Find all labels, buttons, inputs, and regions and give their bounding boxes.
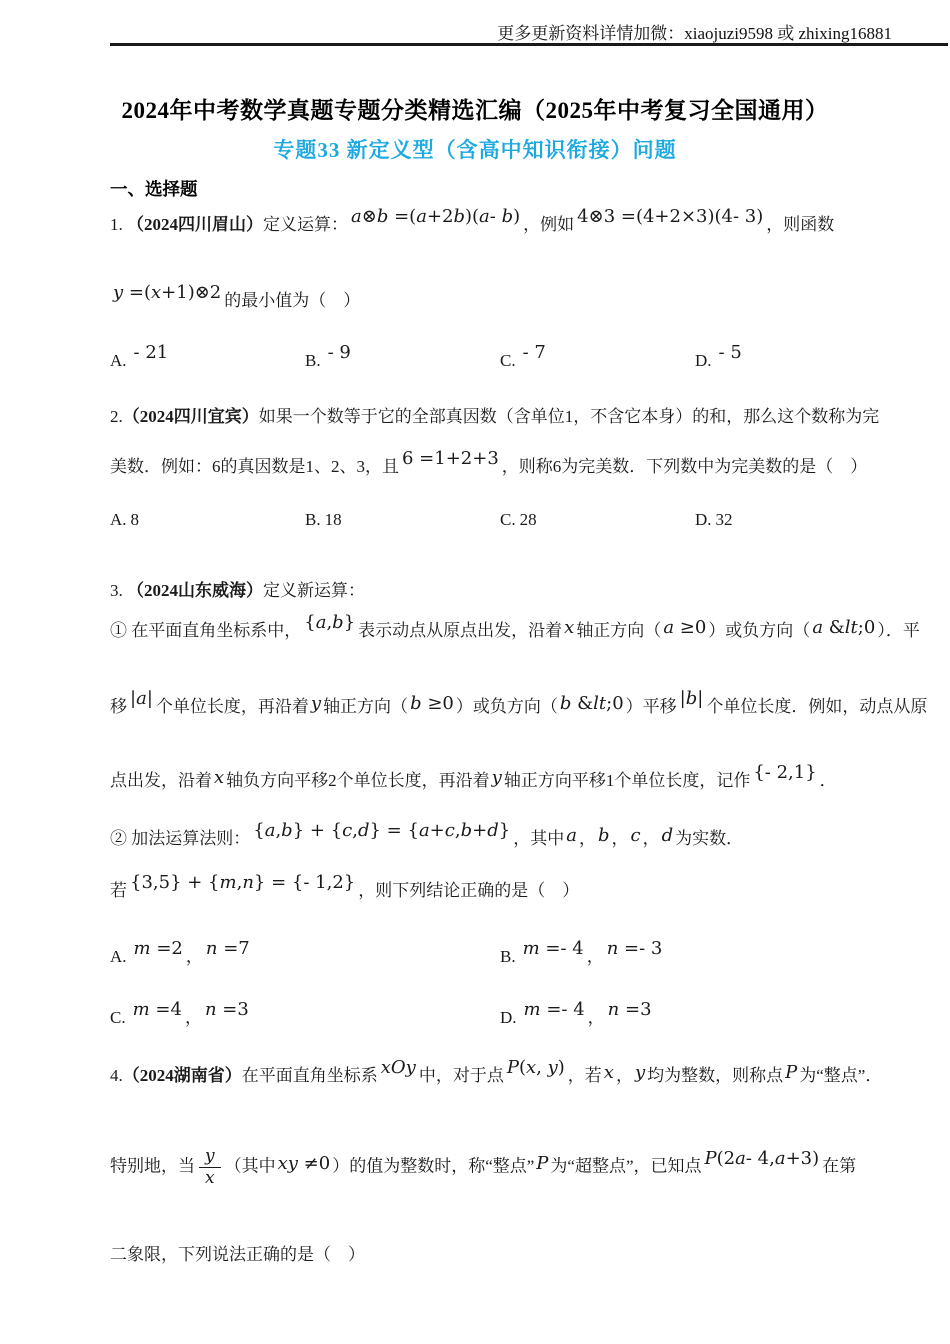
option-label: B. (305, 351, 321, 370)
text-run: 个单位长度，再沿着 (155, 697, 309, 716)
inline-math: y =(x+1)⊗2 (113, 282, 222, 303)
question-3-line (110, 820, 910, 849)
text-run: 二象限，下列说法正确的是（ ） (110, 1245, 365, 1264)
inline-math: y (310, 693, 322, 714)
text-run: ，则称6为完美数．下列数中为完美数的是（ ） (501, 457, 868, 476)
question-2-line (110, 448, 910, 477)
text-run: 18 (324, 510, 342, 529)
source-label: （2024四川宜宾） (122, 407, 259, 426)
question-1-line (110, 206, 910, 235)
inline-math: 4⊗3 =(4+2×3)(4- 3) (577, 206, 764, 227)
text-run: 如果一个数等于它的全部真因数（含单位1，不含它本身）的和，那么这个数称为完 (258, 407, 880, 426)
inline-math: |b| (679, 688, 704, 709)
inline-math: |a| (130, 688, 153, 709)
text-run: ， (184, 1008, 202, 1027)
inline-math: 6 =1+2+3 (402, 448, 499, 469)
text-run: 28 (519, 510, 537, 529)
option (695, 510, 910, 530)
option-label: C. (110, 1008, 126, 1027)
text-run: 定义新运算： (263, 581, 365, 600)
text-run: 为“整点”． (799, 1066, 883, 1085)
source-label: （2024山东威海） (127, 581, 263, 600)
question-2-line (110, 402, 910, 427)
inline-math: n =3 (607, 999, 652, 1020)
text-run: ． (819, 771, 837, 790)
inline-math: y (491, 767, 502, 788)
option-label: C. (500, 351, 516, 370)
text-run: ，则函数 (766, 215, 835, 234)
inline-math: P (536, 1152, 549, 1174)
inline-math: n =7 (205, 938, 250, 959)
inline-math: x (564, 617, 575, 638)
text-run: ）．平 (877, 621, 920, 640)
inline-math: c (630, 825, 641, 846)
inline-math: b (597, 825, 610, 846)
text-run: 为实数． (675, 829, 744, 848)
text-run: ， (587, 1008, 605, 1027)
source-label: （2024湖南省） (122, 1066, 242, 1085)
inline-math: P (785, 1062, 798, 1083)
option-label: D. (695, 351, 712, 370)
question-3-options-row (110, 938, 910, 967)
option-label: D. (500, 1008, 517, 1027)
text-run: ，例如 (523, 215, 575, 234)
option (305, 342, 500, 371)
text-run: 点出发，沿着 (110, 771, 212, 790)
inline-math: {a,b} (304, 612, 356, 633)
inline-math: m =- 4 (523, 999, 585, 1020)
inline-math: a⊗b =(a+2b)(a- b) (351, 206, 521, 227)
text-run: ，若 (567, 1066, 602, 1085)
text-run: 表示动点从原点出发，沿着 (358, 621, 563, 640)
inline-math: xy ≠0 (277, 1152, 331, 1174)
inline-math: xOy (380, 1057, 416, 1078)
text-run: ， (578, 829, 596, 848)
inline-math: b ≥0 (410, 693, 454, 714)
option (110, 510, 305, 530)
question-3-line (110, 576, 910, 601)
question-3-line (110, 688, 928, 717)
inline-math: b &lt;0 (559, 693, 624, 714)
header-contact-note: 更多更新资料详情加微：xiaojuzi9598 或 zhixing16881 (497, 24, 892, 43)
document-title: 2024年中考数学真题专题分类精选汇编（2025年中考复习全国通用） (121, 98, 829, 123)
option-label: C. (500, 510, 516, 529)
text-run: 2. (110, 407, 123, 426)
inline-math: - 21 (133, 342, 169, 363)
inline-math: x (603, 1062, 614, 1083)
inline-math: - 5 (718, 342, 742, 363)
option-label: A. (110, 351, 127, 370)
text-run: 中，对于点 (418, 1066, 504, 1085)
option (695, 342, 910, 371)
option (305, 510, 500, 530)
text-run: ，则下列结论正确的是（ ） (358, 881, 580, 900)
text-run: 轴正方向（ (576, 621, 662, 640)
text-run: ， (185, 947, 203, 966)
text-run: ）或负方向（ (455, 697, 558, 716)
inline-math: - 7 (522, 342, 546, 363)
inline-math: a ≥0 (663, 617, 707, 638)
text-run: 1. (110, 215, 127, 234)
document-subtitle: 专题33 新定义型（含高中知识衔接）问题 (273, 138, 677, 162)
text-run: 轴正方向平移1个单位长度，记作 (503, 771, 751, 790)
inline-math: m =2 (133, 938, 183, 959)
option-label: A. (110, 510, 127, 529)
text-run: ， (586, 947, 604, 966)
inline-math: y (634, 1062, 646, 1083)
text-run: ）平移 (625, 697, 677, 716)
inline-math: {- 2,1} (753, 762, 817, 783)
option (110, 342, 305, 371)
option (500, 938, 910, 967)
text-run: 移 (110, 697, 127, 716)
option (500, 999, 910, 1028)
text-run: 为“超整点”，已知点 (550, 1156, 702, 1176)
text-run: ，其中 (513, 829, 565, 848)
text-run: ）的值为整数时，称“整点” (332, 1156, 535, 1176)
inline-math: d (661, 825, 674, 846)
option (500, 342, 695, 371)
option-label: D. (695, 510, 712, 529)
section-heading-multiple-choice: 一、选择题 (110, 179, 198, 199)
question-3-line (110, 762, 910, 791)
question-3-line (110, 872, 910, 901)
inline-math: P(x, y) (506, 1057, 565, 1078)
text-run: 32 (715, 510, 733, 529)
text-run: ① 在平面直角坐标系中， (110, 621, 302, 640)
option-label: A. (110, 947, 127, 966)
question-4-line (110, 1240, 910, 1265)
header-divider-line (110, 43, 948, 46)
question-1-options-row (110, 342, 910, 371)
inline-math: {a,b} + {c,d} = {a+c,b+d} (253, 820, 511, 841)
question-4-line (110, 1146, 910, 1190)
inline-math: a &lt;0 (812, 617, 876, 638)
question-4-line (110, 1057, 910, 1086)
text-run: 轴正方向（ (323, 697, 409, 716)
text-run: 8 (130, 510, 140, 529)
option (110, 999, 500, 1028)
option-label: B. (500, 947, 516, 966)
fraction: $\frac{y}{x}$ (199, 1146, 221, 1190)
text-run: 美数．例如：6的真因数是1、2、3，且 (110, 457, 399, 476)
text-run: ， (642, 829, 660, 848)
inline-math: n =3 (204, 999, 249, 1020)
text-run: 定义运算： (263, 215, 348, 234)
inline-math: m =4 (132, 999, 182, 1020)
text-run: （其中 (224, 1156, 276, 1176)
question-1-line (110, 282, 910, 311)
text-run: 的最小值为（ ） (224, 291, 361, 310)
question-3-options-row (110, 999, 910, 1028)
inline-math: m =- 4 (522, 938, 584, 959)
text-run: ， (611, 829, 629, 848)
question-3-line (110, 612, 920, 641)
inline-math: {3,5} + {m,n} = {- 1,2} (130, 872, 356, 893)
text-run: ）或负方向（ (708, 621, 811, 640)
text-run: 在第 (822, 1156, 857, 1176)
text-run: 特别地，当 (110, 1156, 195, 1176)
inline-math: n =- 3 (606, 938, 663, 959)
inline-math: x (214, 767, 225, 788)
inline-math: a (566, 825, 577, 846)
option (110, 938, 500, 967)
question-2-options-row (110, 510, 910, 530)
text-run: 4. (110, 1066, 123, 1085)
text-run: 个单位长度．例如，动点从原 (706, 697, 928, 716)
text-run: 在平面直角坐标系 (241, 1066, 378, 1085)
text-run: 3. (110, 581, 127, 600)
inline-math: - 9 (327, 342, 351, 363)
option (500, 510, 695, 530)
text-run: ② 加法运算法则： (110, 829, 251, 848)
text-run: 轴负方向平移2个单位长度，再沿着 (226, 771, 490, 790)
text-run: 均为整数，则称点 (647, 1066, 784, 1085)
inline-math: P(2a- 4,a+3) (704, 1147, 820, 1169)
option-label: B. (305, 510, 321, 529)
text-run: ， (615, 1066, 633, 1085)
source-label: （2024四川眉山） (127, 215, 263, 234)
text-run: 若 (110, 881, 127, 900)
